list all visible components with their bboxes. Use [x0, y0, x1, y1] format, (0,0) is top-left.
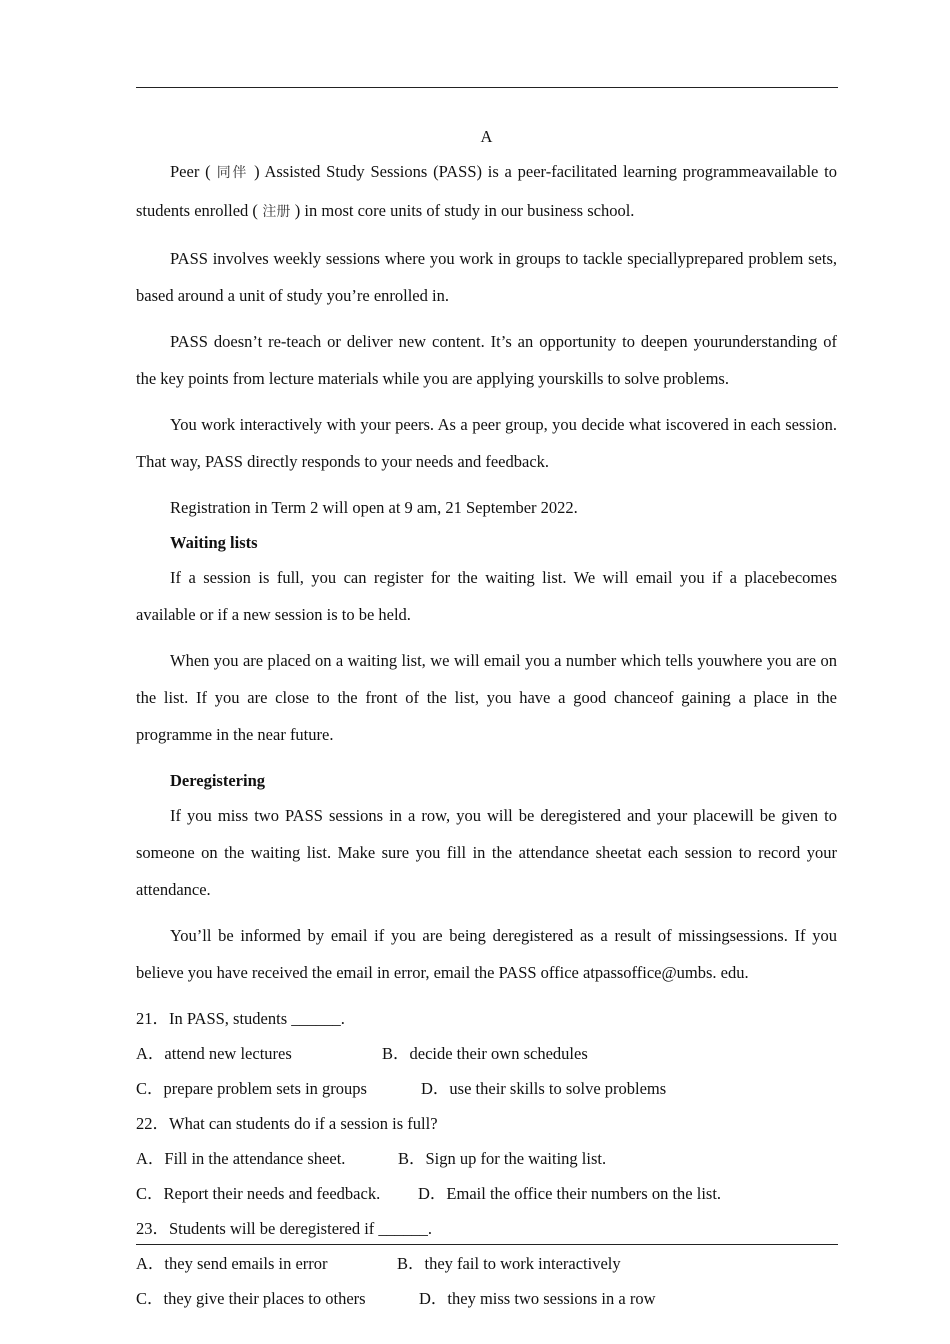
q22-option-c: C．Report their needs and feedback. — [136, 1184, 381, 1203]
question-23-stem: 23．Students will be deregistered if ______. — [136, 1219, 433, 1238]
q23-option-d: D．they miss two sessions in a row — [419, 1289, 656, 1308]
question-23-options-row-1 — [136, 1251, 837, 1277]
question-22-options-row-2 — [136, 1181, 837, 1207]
p1-peer-chinese: 同伴 — [210, 165, 255, 181]
paragraph-4: You work interactively with your peers. As a peer group, you decide what iscovered in each session. That way, PASS directly responds to your needs and feedback. — [136, 415, 837, 471]
paragraph-6: If a session is full, you can register for the waiting list. We will email you if a placebecomes available or if a new session is to be held. — [136, 568, 837, 624]
heading-deregistering: Deregistering — [170, 771, 265, 790]
footer-rule — [136, 1244, 838, 1245]
paragraph-2: PASS involves weekly sessions where you work in groups to tackle speciallyprepared problem sets, based around a unit of study you’re enrolled in. — [136, 249, 837, 305]
question-23-options-row-2 — [136, 1286, 837, 1312]
q21-option-d: D．use their skills to solve problems — [421, 1079, 667, 1098]
passage-title: A — [480, 127, 493, 146]
paragraph-registration: Registration in Term 2 will open at 9 am, 21 September 2022. — [170, 498, 578, 517]
q21-option-b: B．decide their own schedules — [382, 1044, 588, 1063]
question-21-stem: 21．In PASS, students ______. — [136, 1009, 345, 1028]
paragraph-8: If you miss two PASS sessions in a row, you will be deregistered and your placewill be given to someone on the waiting list. Make sure you fill in the attendance sheetat each session to record your attendance. — [136, 806, 837, 899]
p1-text-start: Peer ( — [170, 162, 211, 181]
paragraph-9: You’ll be informed by email if you are being deregistered as a result of missingsessions. If you believe you have received the email in error, email the PASS office atpassoffice@umbs. edu. — [136, 926, 837, 982]
paragraph-3: PASS doesn’t re-teach or deliver new content. It’s an opportunity to deepen yourunderstanding of the key points from lecture materials while you are applying yourskills to solve problems. — [136, 332, 837, 388]
question-22-options-row-1 — [136, 1146, 837, 1172]
paragraph-1 — [136, 153, 837, 231]
q22-option-b: B．Sign up for the waiting list. — [398, 1149, 607, 1168]
question-21-options-row-1 — [136, 1041, 837, 1067]
q21-option-c: C．prepare problem sets in groups — [136, 1079, 367, 1098]
q23-option-a: A．they send emails in error — [136, 1254, 328, 1273]
document-body — [136, 124, 837, 1321]
question-22-stem: 22．What can students do if a session is full? — [136, 1114, 438, 1133]
q23-option-c: C．they give their places to others — [136, 1289, 366, 1308]
q23-option-b: B．they fail to work interactively — [397, 1254, 621, 1273]
p1-text-mid: ) Assisted Study Sessions (PASS) is a peer-facilitated learning programmeavailable to students enrolled ( — [136, 162, 837, 220]
p1-enrolled-chinese: 注册 — [257, 204, 295, 220]
header-rule — [136, 87, 838, 88]
question-21-options-row-2 — [136, 1076, 837, 1102]
heading-waiting-lists: Waiting lists — [170, 533, 258, 552]
paragraph-7: When you are placed on a waiting list, we will email you a number which tells youwhere you are on the list. If you are close to the front of the list, you have a good chanceof gaining a place in the programme in the near future. — [136, 651, 837, 744]
p1-text-end: ) in most core units of study in our business school. — [294, 201, 635, 220]
q22-option-d: D．Email the office their numbers on the list. — [418, 1184, 722, 1203]
q22-option-a: A．Fill in the attendance sheet. — [136, 1149, 346, 1168]
q21-option-a: A．attend new lectures — [136, 1044, 292, 1063]
